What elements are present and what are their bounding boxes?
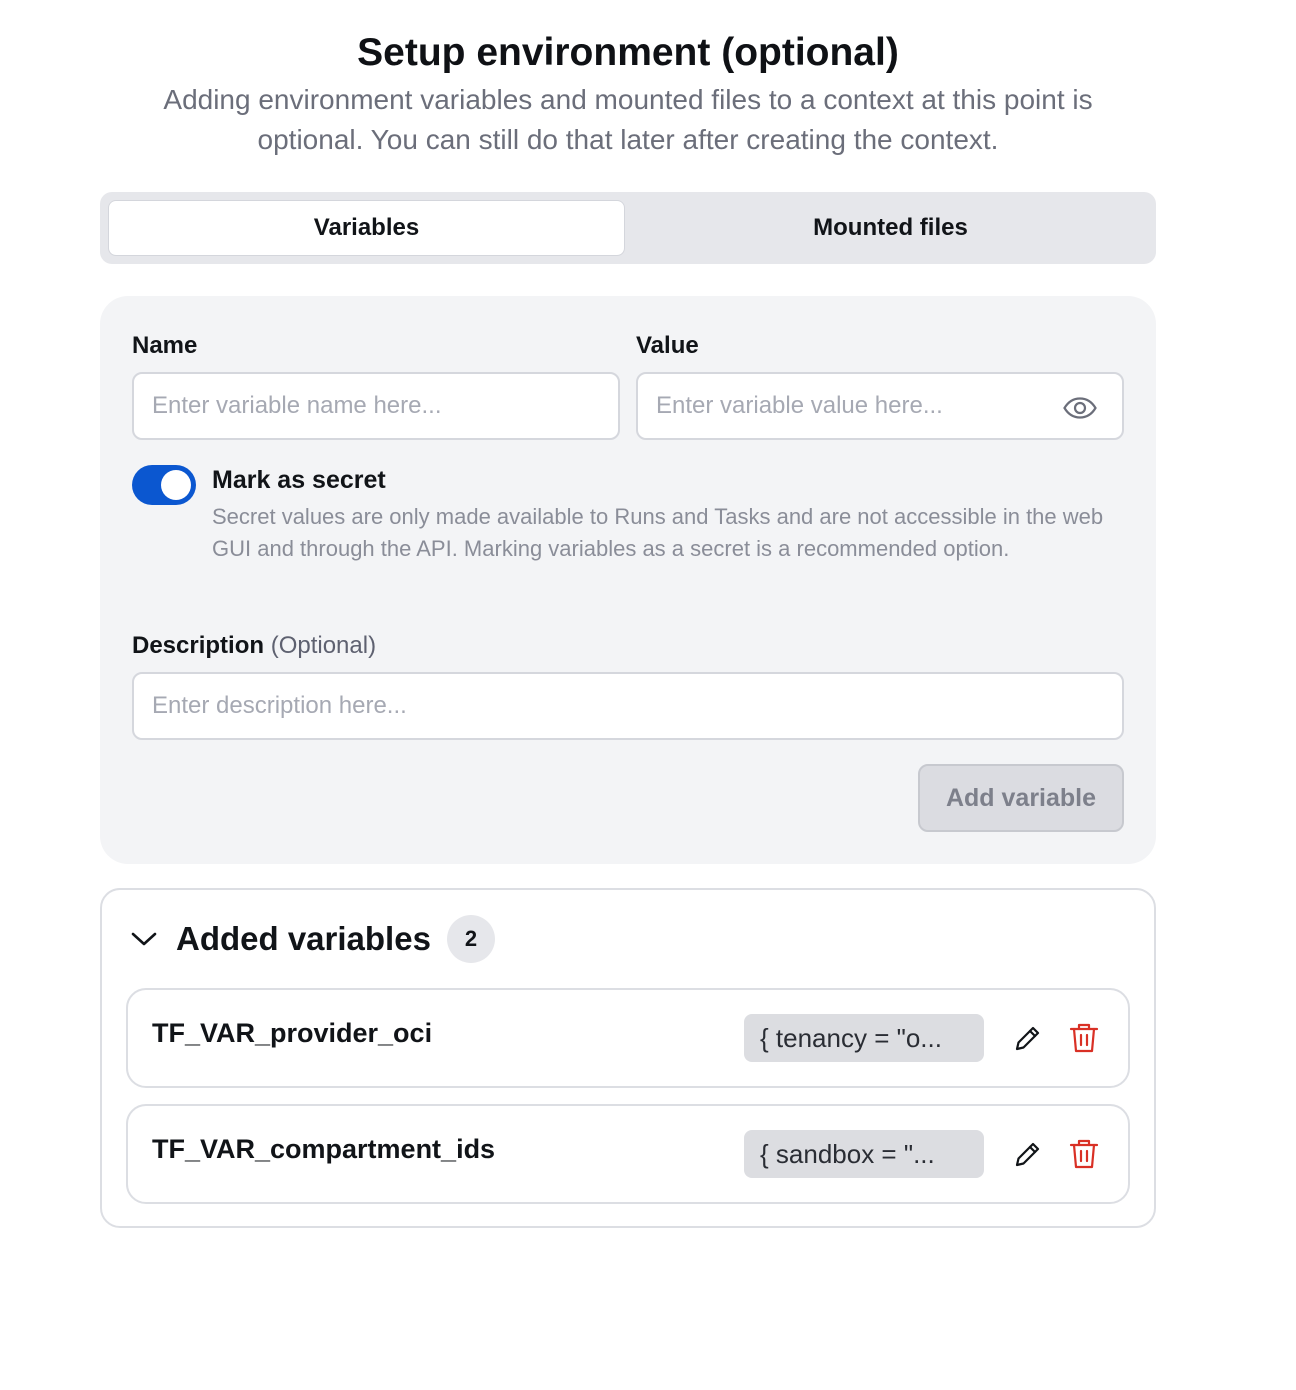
pencil-icon[interactable] — [1008, 1018, 1048, 1058]
added-variables-count-badge: 2 — [447, 915, 495, 963]
description-label-text: Description — [132, 632, 265, 659]
added-variables-header — [128, 914, 495, 964]
description-label — [132, 632, 376, 660]
variable-value-preview: { sandbox = "... — [744, 1130, 984, 1178]
chevron-down-icon[interactable] — [128, 923, 160, 955]
secret-toggle-label: Mark as secret — [212, 466, 386, 494]
page-header — [100, 30, 1156, 160]
description-input[interactable] — [132, 672, 1124, 740]
toggle-knob — [161, 470, 191, 500]
added-variables-title: Added variables — [176, 920, 431, 957]
eye-icon[interactable] — [1060, 388, 1100, 428]
variable-value-preview: { tenancy = "o... — [744, 1014, 984, 1062]
variable-row — [126, 988, 1130, 1088]
value-label: Value — [636, 332, 699, 359]
added-variables-section — [100, 888, 1156, 1228]
secret-description: Secret values are only made available to Runs and Tasks and are not accessible in the web GUI and through the API. Marking variables as a secret is a recommended option. — [212, 504, 1104, 561]
tab-variables[interactable]: Variables — [108, 200, 625, 256]
page-title: Setup environment (optional) — [357, 31, 899, 74]
variable-name: TF_VAR_provider_oci — [152, 1018, 433, 1048]
pencil-icon[interactable] — [1008, 1134, 1048, 1174]
variable-row — [126, 1104, 1130, 1204]
variable-name: TF_VAR_compartment_ids — [152, 1134, 496, 1164]
variable-name-input[interactable] — [132, 372, 620, 440]
tab-mounted-files[interactable]: Mounted files — [813, 214, 968, 241]
variable-value-input[interactable] — [636, 372, 1124, 440]
environment-tabs — [100, 192, 1156, 264]
description-optional-hint: (Optional) — [270, 632, 377, 659]
page-subtitle: Adding environment variables and mounted files to a context at this point is optional. You can still do that later after creating the context. — [163, 84, 1093, 155]
secret-toggle[interactable] — [132, 465, 196, 505]
name-label: Name — [132, 332, 198, 359]
add-variable-button[interactable]: Add variable — [918, 764, 1124, 832]
variable-form — [100, 296, 1156, 864]
trash-icon[interactable] — [1064, 1018, 1104, 1058]
trash-icon[interactable] — [1064, 1134, 1104, 1174]
